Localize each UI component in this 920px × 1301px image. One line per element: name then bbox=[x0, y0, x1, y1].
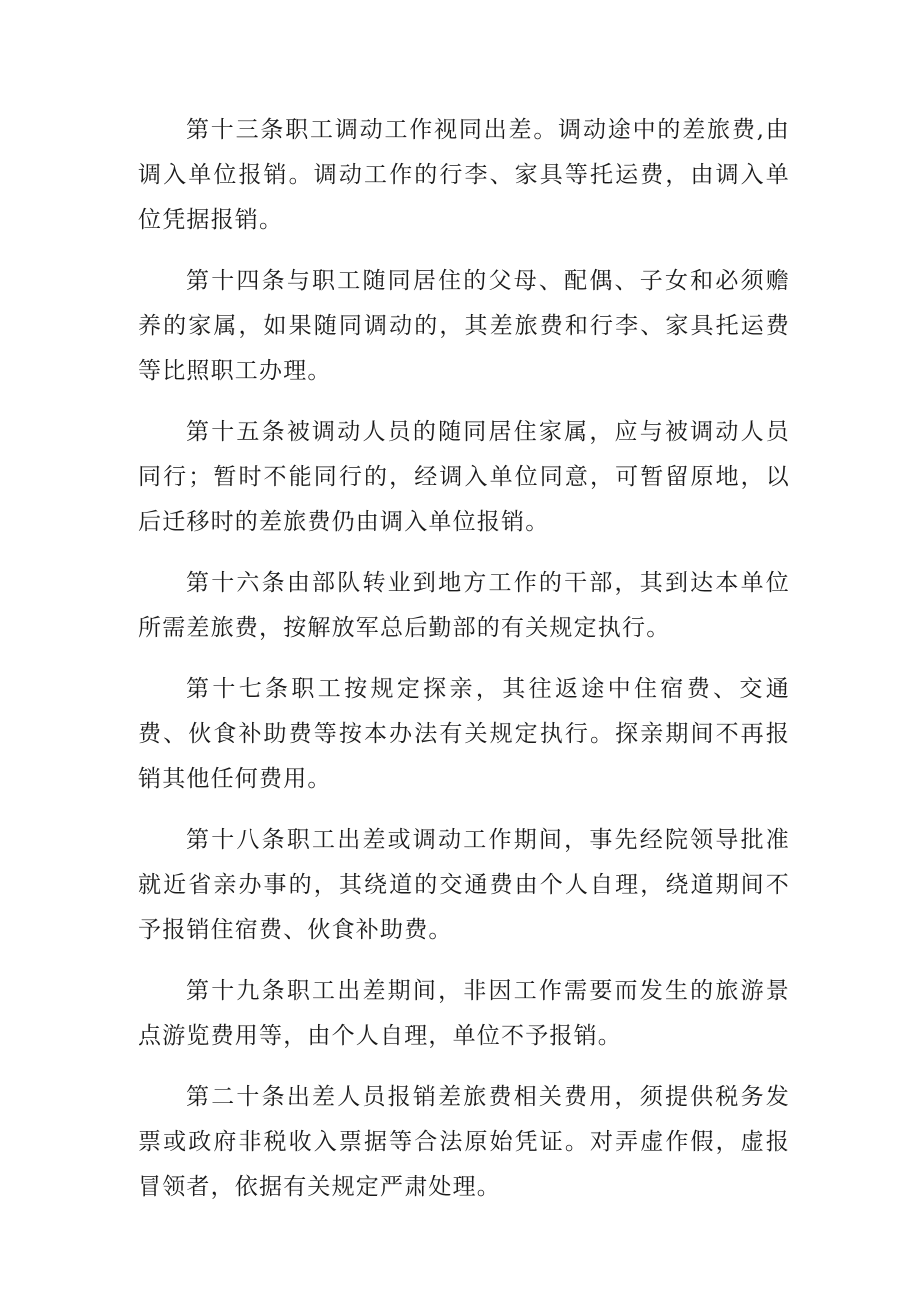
article-15: 第十五条被调动人员的随同居住家属，应与被调动人员同行；暂时不能同行的，经调入单位同意，可暂留原地，以后迁移时的差旅费仍由调入单位报销。 bbox=[138, 419, 790, 535]
document-body bbox=[138, 108, 790, 1226]
article-14: 第十四条与职工随同居住的父母、配偶、子女和必须赡养的家属，如果随同调动的，其差旅费和行李、家具托运费等比照职工办理。 bbox=[138, 268, 790, 384]
article-20: 第二十条出差人员报销差旅费相关费用，须提供税务发票或政府非税收入票据等合法原始凭证。对弄虚作假，虚报冒领者，依据有关规定严肃处理。 bbox=[138, 1084, 790, 1200]
article-17: 第十七条职工按规定探亲，其往返途中住宿费、交通费、伙食补助费等按本办法有关规定执行。探亲期间不再报销其他任何费用。 bbox=[138, 676, 790, 792]
article-18: 第十八条职工出差或调动工作期间，事先经院领导批准就近省亲办事的，其绕道的交通费由个人自理，绕道期间不予报销住宿费、伙食补助费。 bbox=[138, 827, 790, 943]
article-19: 第十九条职工出差期间，非因工作需要而发生的旅游景点游览费用等，由个人自理，单位不予报销。 bbox=[138, 978, 790, 1049]
article-13: 第十三条职工调动工作视同出差。调动途中的差旅费,由调入单位报销。调动工作的行李、家具等托运费，由调入单位凭据报销。 bbox=[138, 117, 790, 233]
article-16: 第十六条由部队转业到地方工作的干部，其到达本单位所需差旅费，按解放军总后勤部的有关规定执行。 bbox=[138, 570, 790, 641]
